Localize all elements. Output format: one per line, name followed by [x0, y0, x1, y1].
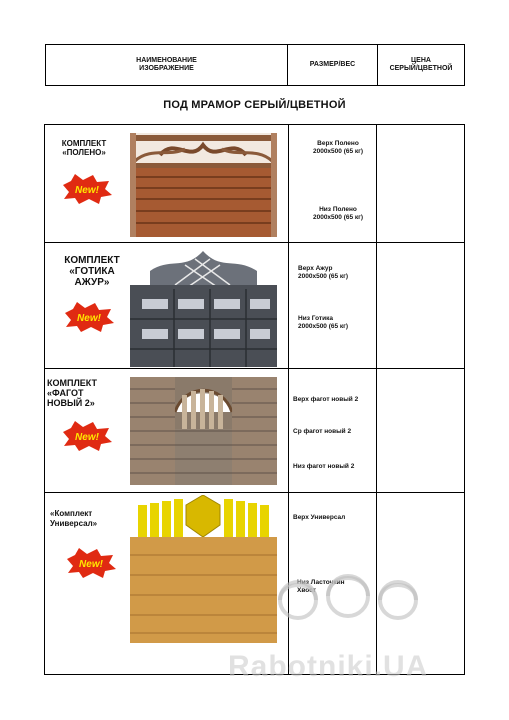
badge-text: New! — [79, 559, 103, 570]
price-table-header — [45, 44, 465, 86]
watermark-text: Rabotniki.UA — [228, 650, 429, 683]
new-badge — [61, 173, 113, 205]
size-weight-text: Низ фагот новый 2 — [293, 463, 355, 470]
universal-fence-image — [130, 495, 277, 643]
badge-text: New! — [75, 432, 99, 443]
gotika-azhur-fence-image — [130, 249, 277, 367]
product-name-gotika-azhur: КОМПЛЕКТ «ГОТИКА АЖУР» — [64, 255, 120, 288]
badge-text: New! — [77, 313, 101, 324]
size-weight-text: Низ Готика 2000х500 (65 кг) — [298, 315, 349, 330]
new-badge — [63, 301, 115, 333]
size-weight-text: Верх Полено 2000х500 (65 кг) — [312, 140, 364, 155]
size-weight-text: Верх Ажур 2000х500 (65 кг) — [298, 265, 349, 280]
header-price-column: ЦЕНА СЕРЫЙ/ЦВЕТНОЙ — [389, 57, 453, 72]
poleno-fence-image — [130, 133, 277, 237]
product-name-universal: «Комплект Универсал» — [50, 509, 98, 528]
product-name-poleno: КОМПЛЕКТ «ПОЛЕНО» — [61, 139, 107, 157]
fagot-fence-image — [130, 377, 277, 485]
size-weight-text: Верх фагот новый 2 — [293, 396, 359, 403]
price-cell — [377, 125, 465, 242]
section-title: ПОД МРАМОР СЕРЫЙ/ЦВЕТНОЙ — [163, 99, 346, 111]
watermark-workers-graphic — [268, 560, 428, 640]
size-weight-text: Низ Ласточкин Хвост — [297, 579, 345, 594]
product-name-fagot-novyi-2: КОМПЛЕКТ «ФАГОТ НОВЫЙ 2» — [47, 378, 97, 408]
new-badge — [65, 547, 117, 579]
size-weight-text: Верх Универсал — [293, 514, 346, 521]
price-cell — [377, 243, 465, 368]
price-cell — [377, 369, 465, 492]
size-weight-text: Ср фагот новый 2 — [293, 428, 352, 435]
new-badge — [61, 420, 113, 452]
badge-text: New! — [75, 185, 99, 196]
header-size-column: РАЗМЕР/ВЕС — [288, 45, 378, 85]
header-name-column: НАИМЕНОВАНИЕ ИЗОБРАЖЕНИЕ — [46, 45, 288, 85]
size-weight-text: Низ Полено 2000х500 (65 кг) — [312, 206, 364, 221]
